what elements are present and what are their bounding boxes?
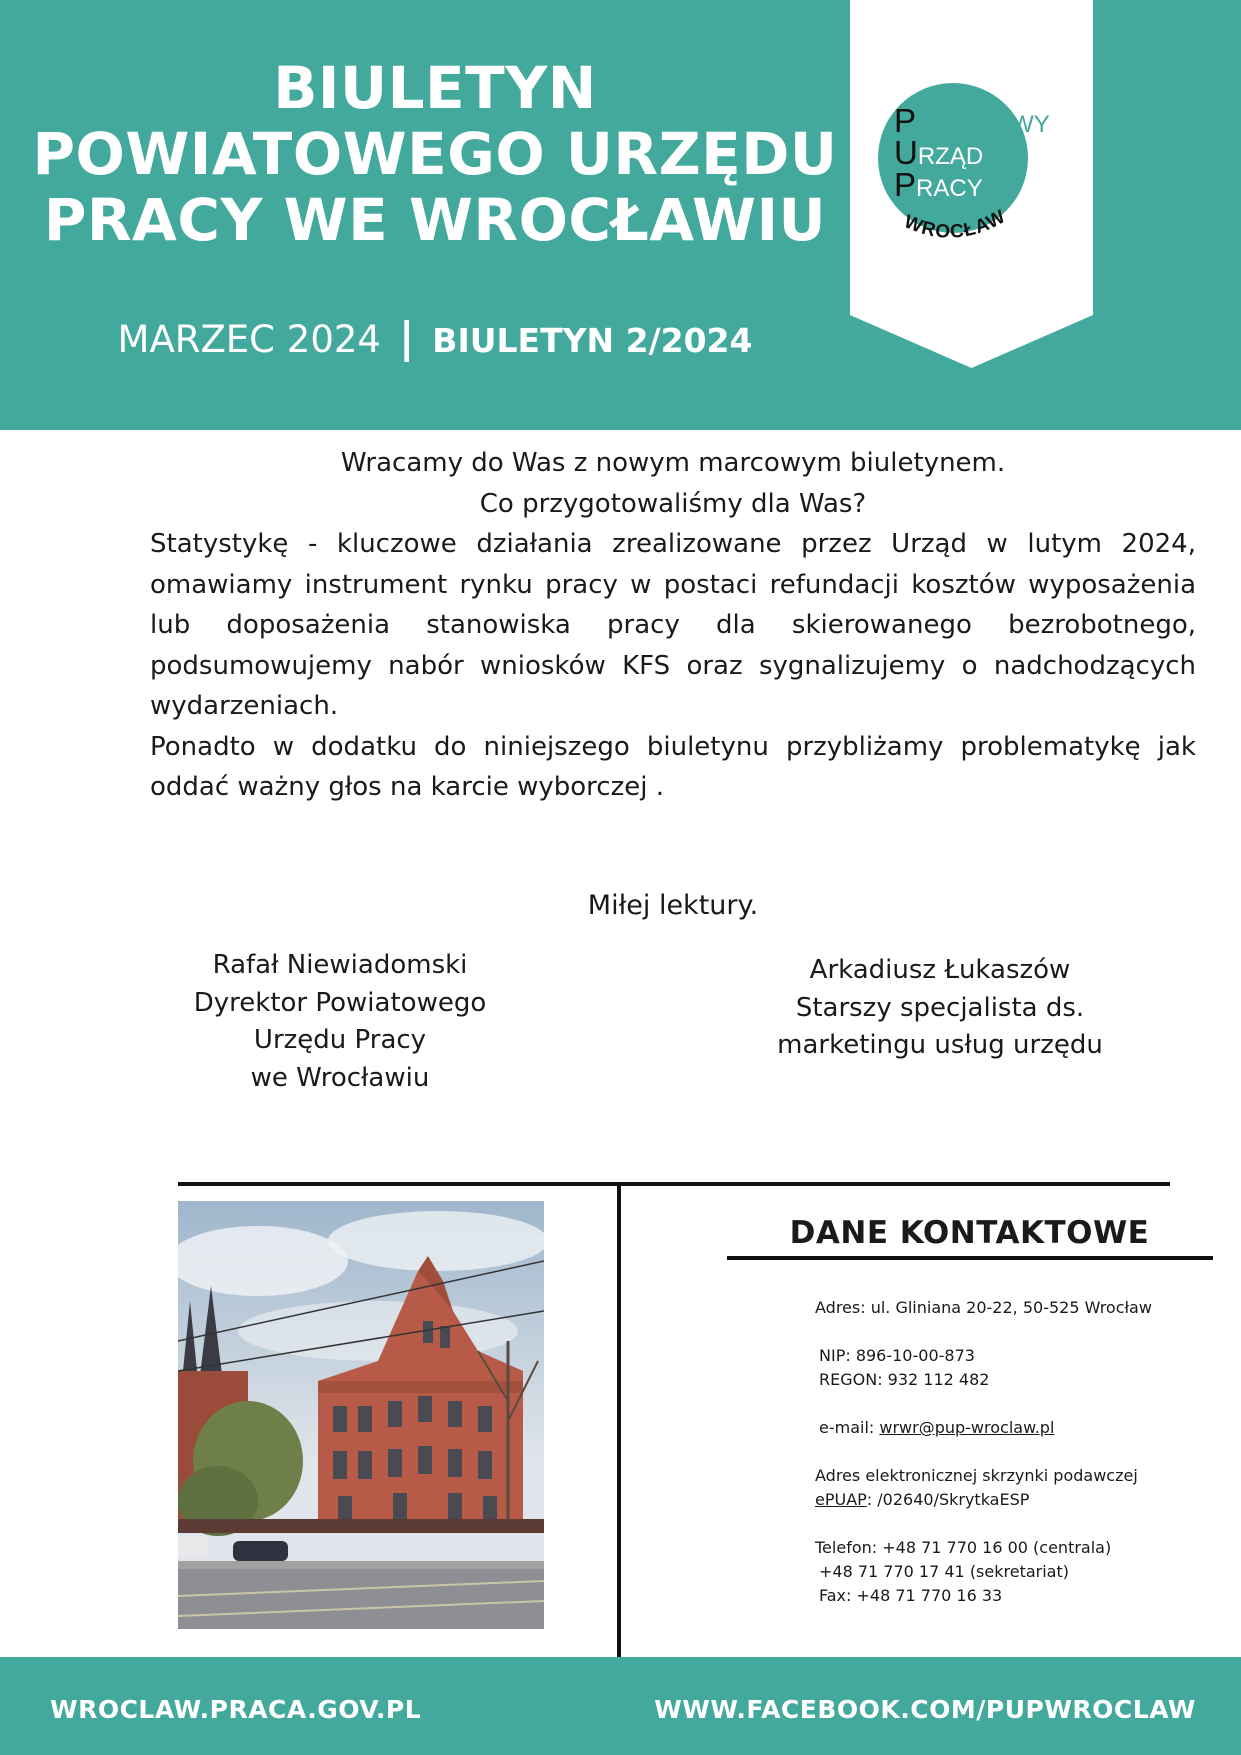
logo-initial: P — [894, 166, 917, 203]
contact-epuap-label: Adres elektronicznej skrzynki podawczej — [815, 1466, 1138, 1485]
title-line: POWIATOWEGO URZĘDU — [32, 120, 838, 188]
building-photo — [178, 1201, 544, 1629]
signature-line: Starszy specjalista ds. — [795, 992, 1085, 1023]
intro-paragraph: Ponadto w dodatku do niniejszego biuletynu przybliżamy problematykę jak oddać ważny głos na karcie wyborczej . — [150, 731, 1196, 802]
contact-email-link[interactable]: wrwr@pup-wroclaw.pl — [879, 1418, 1055, 1437]
contact-epuap-address: : /02640/SkrytkaESP — [866, 1490, 1030, 1509]
contact-details — [815, 1296, 1215, 1608]
contact-phone-main: Telefon: +48 71 770 16 00 (centrala) — [815, 1538, 1112, 1557]
contact-address: Adres: ul. Gliniana 20-22, 50-525 Wrocław — [815, 1298, 1152, 1317]
signature-line: marketingu usług urzędu — [777, 1030, 1103, 1060]
logo-word: RACY — [916, 175, 983, 202]
contact-fax: Fax: +48 71 770 16 33 — [819, 1586, 1003, 1605]
contact-phone-secretary: +48 71 770 17 41 (sekretariat) — [819, 1562, 1069, 1581]
signature-line: Dyrektor Powiatowego — [193, 987, 487, 1018]
contact-email-row — [815, 1416, 1215, 1440]
logo-word: OWIATOWY — [916, 111, 1050, 138]
signature-specialist — [740, 952, 1140, 1065]
signature-line: we Wrocławiu — [250, 1062, 430, 1093]
contact-title: DANE KONTAKTOWE — [789, 1215, 1150, 1251]
pup-logo — [878, 80, 1058, 260]
divider-vertical — [617, 1184, 621, 1660]
signature-line: Arkadiusz Łukaszów — [809, 955, 1071, 985]
title-line: PRACY WE WROCŁAWIU — [43, 186, 827, 254]
logo-word: RZĄD — [917, 143, 984, 170]
contact-rule — [727, 1256, 1213, 1260]
logo-initial: U — [894, 134, 918, 171]
issue-number: BIULETYN 2/2024 — [432, 321, 753, 360]
intro-line: Co przygotowaliśmy dla Was? — [479, 488, 867, 519]
footer-website-link[interactable]: WROCLAW.PRACA.GOV.PL — [50, 1695, 422, 1724]
logo-city: WROCŁAW — [901, 205, 1010, 243]
logo-initial: P — [894, 102, 917, 139]
contact-epuap-link[interactable]: ePUAP — [815, 1490, 867, 1509]
issue-separator: | — [398, 313, 415, 362]
footer-banner — [0, 1657, 1241, 1755]
divider-horizontal — [178, 1182, 1170, 1186]
issue-month: MARZEC 2024 — [117, 318, 381, 361]
contact-regon: REGON: 932 112 482 — [819, 1370, 990, 1389]
closing-text: Miłej lektury. — [587, 890, 759, 921]
intro-paragraph: Statystykę - kluczowe działania zrealizowane przez Urząd w lutym 2024, omawiamy instrument rynku pracy w postaci refundacji kosztów wyposażenia lub doposażenia stanowiska pracy dla skierowanego bezrobotnego, podsumowujemy nabór wniosków KFS oraz sygnalizujemy o nadchodzących wydarzeniach. — [150, 529, 1196, 721]
contact-email-label: e-mail: — [819, 1418, 880, 1437]
intro-text — [150, 443, 1196, 808]
intro-line: Wracamy do Was z nowym marcowym biuletynem. — [340, 448, 1006, 478]
signature-line: Urzędu Pracy — [253, 1025, 427, 1055]
signature-director — [160, 947, 520, 1097]
contact-epuap-row — [815, 1488, 1215, 1512]
footer-facebook-link[interactable]: WWW.FACEBOOK.COM/PUPWROCLAW — [654, 1695, 1196, 1724]
issue-info — [40, 313, 830, 362]
signature-line: Rafał Niewiadomski — [212, 950, 468, 980]
page-title — [20, 55, 850, 253]
contact-nip: NIP: 896-10-00-873 — [819, 1346, 975, 1365]
title-line: BIULETYN — [273, 54, 597, 122]
